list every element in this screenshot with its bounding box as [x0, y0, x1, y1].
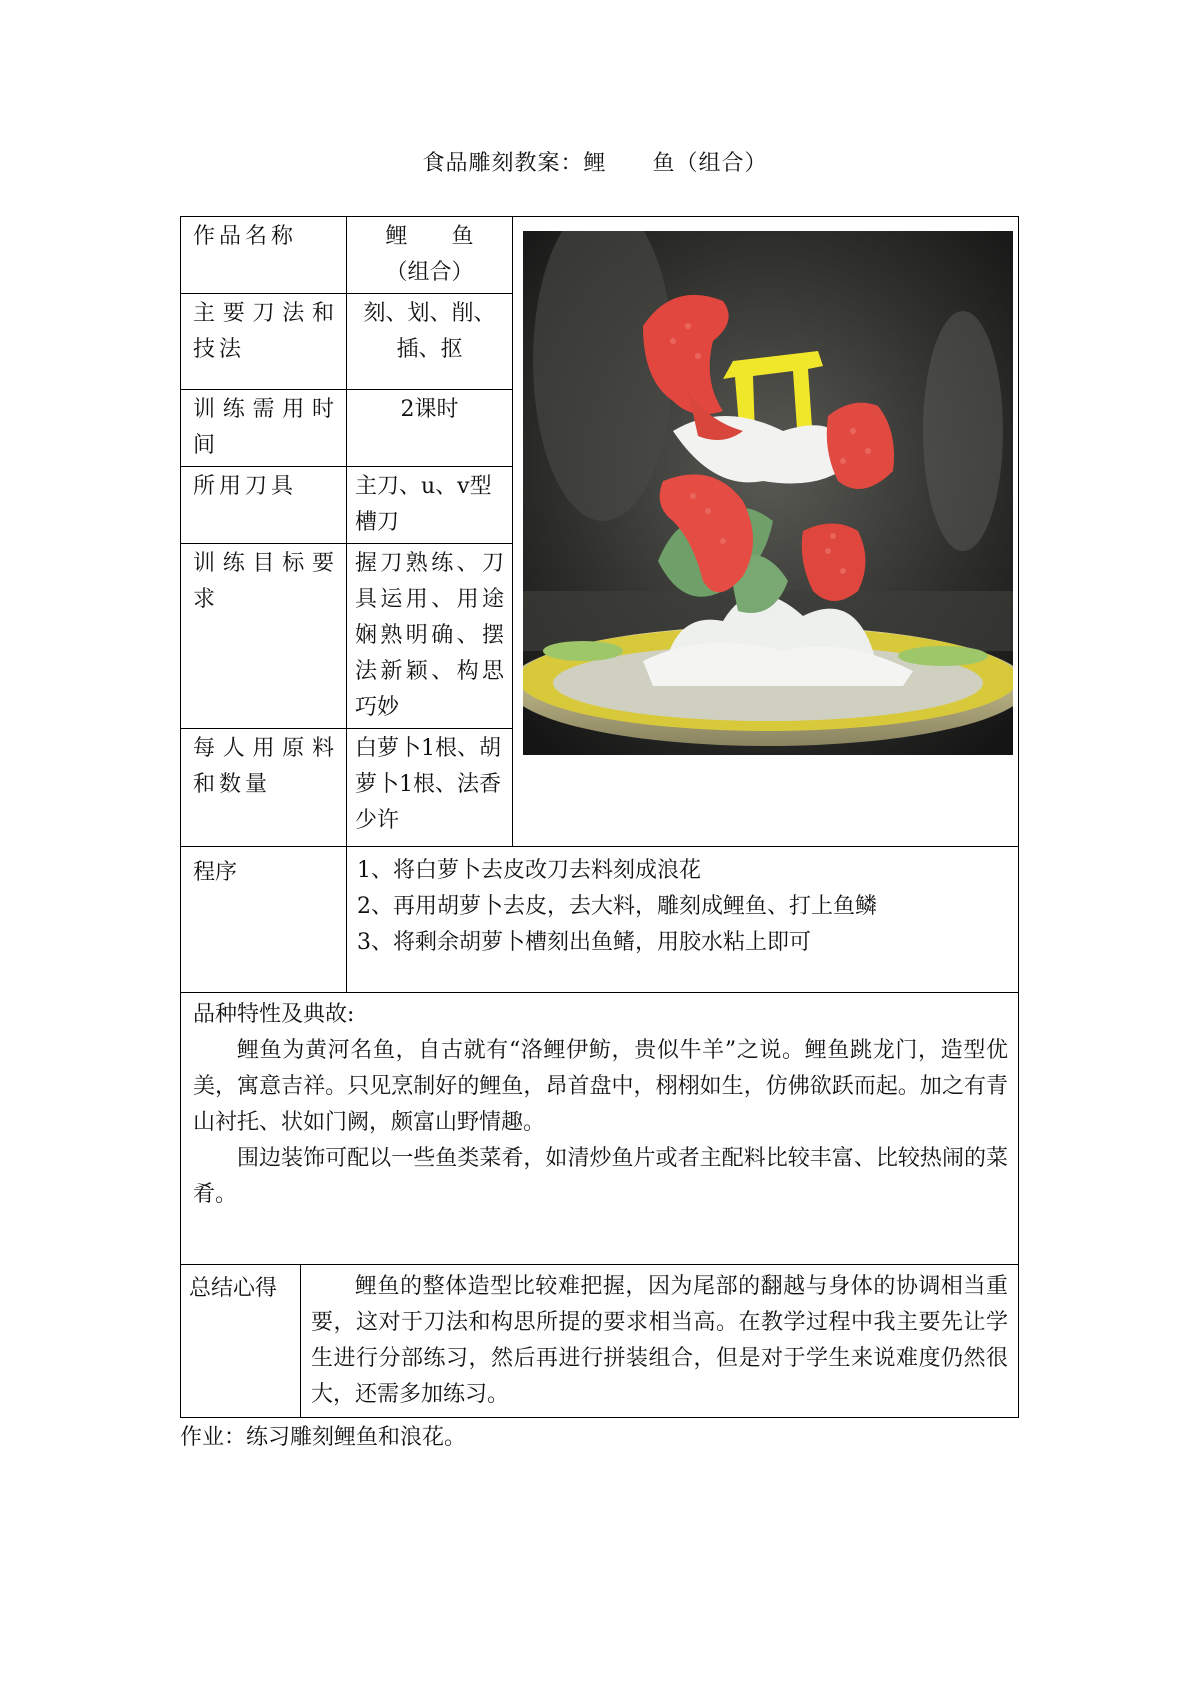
technique-label: 主要刀法和技法: [181, 294, 347, 390]
carp-photo-illustration: [523, 231, 1013, 755]
procedure-step: 1、将白萝卜去皮改刀去料刻成浪花: [357, 858, 702, 883]
procedure-label: 程序: [181, 847, 347, 993]
features-paragraph: 鲤鱼为黄河名鱼，自古就有“洛鲤伊鲂，贵似牛羊”之说。鲤鱼跳龙门，造型优美，寓意吉祥。只见烹制好的鲤鱼，昂首盘中，栩栩如生，仿佛欲跃而起。加之有青山衬托、状如门阙，颇富山野情趣。: [193, 1038, 1009, 1135]
carved-carp-sculpture-photo: [523, 231, 1013, 755]
materials-label: 每人用原料和数量: [181, 729, 347, 847]
procedure-steps: [347, 847, 1019, 993]
procedure-step: 3、将剩余胡萝卜槽刻出鱼鳍，用胶水粘上即可: [357, 930, 812, 955]
materials-value: 白萝卜1根、胡萝卜1根、法香少许: [347, 729, 513, 847]
tools-label: 所用刀具: [181, 467, 347, 544]
summary-cell: [301, 1265, 1019, 1418]
page-title: 食品雕刻教案：鲤 鱼（组合）: [422, 151, 768, 176]
goals-label: 训练目标要求: [181, 544, 347, 729]
photo-cell: [513, 217, 1019, 847]
name-value-line2: （组合）: [385, 260, 474, 285]
features-heading: 品种特性及典故:: [193, 1002, 355, 1027]
lesson-plan-table: [180, 216, 1019, 1418]
name-value: [347, 217, 513, 294]
procedure-step: 2、再用胡萝卜去皮，去大料，雕刻成鲤鱼、打上鱼鳞: [357, 894, 878, 919]
time-label: 训练需用时间: [181, 390, 347, 467]
summary-label: 总结心得: [181, 1265, 301, 1418]
technique-value: 刻、划、削、插、抠: [347, 294, 513, 390]
name-label: 作品名称: [181, 217, 347, 294]
features-paragraph: 围边装饰可配以一些鱼类菜肴，如清炒鱼片或者主配料比较丰富、比较热闹的菜肴。: [193, 1146, 1009, 1207]
summary-text: 鲤鱼的整体造型比较难把握，因为尾部的翻越与身体的协调相当重要，这对于刀法和构思所提的要求相当高。在教学过程中我主要先让学生进行分部练习，然后再进行拼装组合，但是对于学生来说难度仍然很大，还需多加练习。: [311, 1274, 1009, 1407]
features-cell: [181, 993, 1019, 1265]
time-value: 2课时: [347, 390, 513, 467]
goals-value: 握刀熟练、刀具运用、用途娴熟明确、摆法新颖、构思巧妙: [347, 544, 513, 729]
name-value-line1: 鲤 鱼: [385, 224, 474, 249]
homework-text: 作业：练习雕刻鲤鱼和浪花。: [180, 1425, 467, 1450]
tools-value: 主刀、u、v型槽刀: [347, 467, 513, 544]
